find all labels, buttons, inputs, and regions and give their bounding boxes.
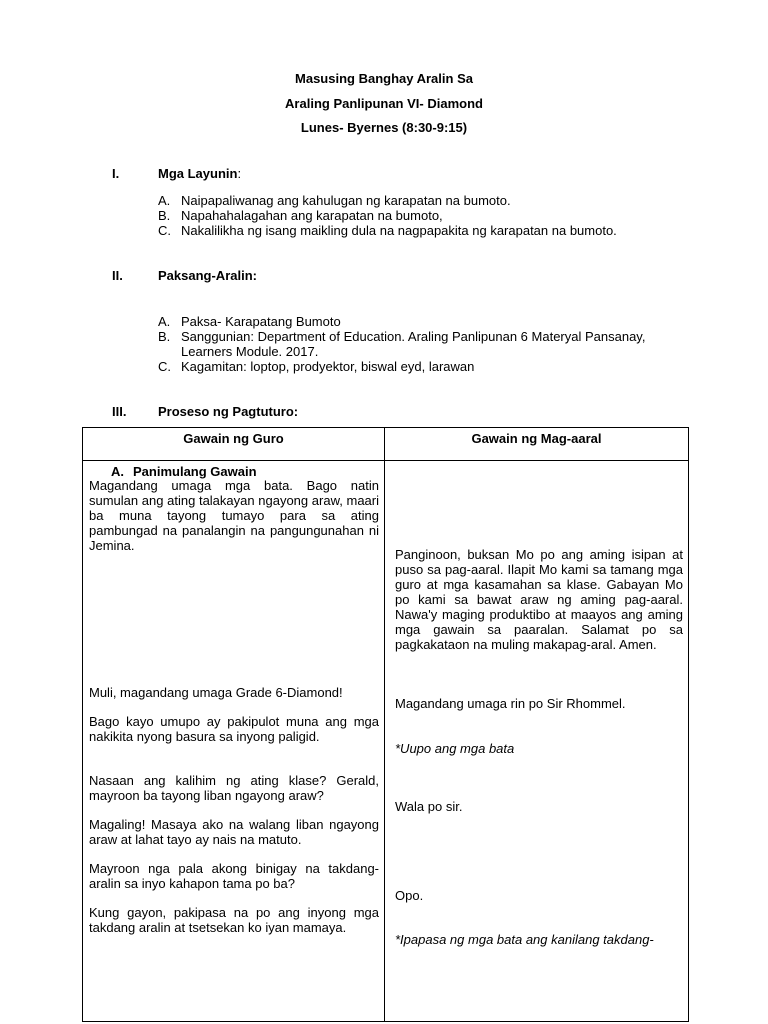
list-text: Napahahalagahan ang karapatan na bumoto, [181, 208, 443, 223]
list-item [158, 329, 698, 359]
guro-cell [83, 461, 385, 1022]
header-magaaral: Gawain ng Mag-aaral [385, 428, 689, 461]
section-label: Proseso ng Pagtuturo: [158, 404, 299, 419]
list-text: Paksa- Karapatang Bumoto [181, 314, 341, 329]
table-row [83, 461, 689, 1022]
list-letter: C. [158, 223, 171, 238]
magaaral-paragraph: *Ipapasa ng mga bata ang kanilang takdang- [395, 932, 654, 947]
magaaral-paragraph: *Uupo ang mga bata [395, 741, 515, 756]
lesson-table [82, 427, 689, 1022]
list-letter: A. [158, 314, 171, 329]
list-text: Nakalilikha ng isang maikling dula na nagpapakita ng karapatan na bumoto. [181, 223, 617, 238]
list-item [158, 314, 698, 329]
doc-schedule: Lunes- Byernes (8:30-9:15) [300, 120, 468, 135]
magaaral-paragraph: Magandang umaga rin po Sir Rhommel. [395, 696, 626, 711]
magaaral-paragraph: Opo. [395, 888, 424, 903]
subhead-text: Panimulang Gawain [133, 464, 257, 479]
guro-paragraph: Bago kayo umupo ay pakipulot muna ang mga nakikita nyong basura sa inyong paligid. [89, 714, 379, 744]
list-item [158, 208, 698, 223]
subhead-letter: A. [111, 464, 124, 479]
guro-paragraph: Nasaan ang kalihim ng ating klase? Gerald, mayroon ba tayong liban ngayong araw? [89, 773, 379, 803]
guro-paragraph: Magandang umaga mga bata. Bago natin sumulan ang ating talakayan ngayong araw, maari ba muna tayong tumayo para sa ating pambungad na panalangin na pangungunahan ni Jemina. [89, 478, 379, 553]
section-layunin-heading [112, 166, 241, 181]
panimulang-gawain-heading [89, 464, 401, 479]
doc-subject: Araling Panlipunan VI- Diamond [285, 96, 483, 111]
list-letter: C. [158, 359, 171, 374]
section-number: II. [112, 268, 123, 283]
guro-paragraph: Kung gayon, pakipasa na po ang inyong mga takdang aralin at tsetsekan ko iyan mamaya. [89, 905, 379, 935]
section-label: Paksang-Aralin: [158, 268, 257, 283]
doc-title: Masusing Banghay Aralin Sa [295, 71, 473, 86]
section-paksa-heading [112, 268, 257, 283]
header-guro: Gawain ng Guro [83, 428, 385, 461]
list-letter: A. [158, 193, 171, 208]
paksa-list [158, 314, 698, 374]
list-item [158, 359, 698, 374]
list-text: Naipapaliwanag ang kahulugan ng karapatan na bumoto. [181, 193, 511, 208]
layunin-list [158, 193, 698, 238]
section-number: I. [112, 166, 120, 181]
section-proseso-heading [112, 404, 298, 419]
guro-paragraph: Magaling! Masaya ako na walang liban ngayong araw at lahat tayo ay nais na matuto. [89, 817, 379, 847]
list-text: Sanggunian: Department of Education. Araling Panlipunan 6 Materyal Pansanay, Learners Module. 2017. [181, 329, 646, 359]
magaaral-paragraph: Panginoon, buksan Mo po ang aming isipan at puso sa pag-aaral. Ilapit Mo kami sa tamang mga guro at mga kasamahan sa klase. Gabayan Mo po kami sa bawat araw ng aming pag-aaral. Nawa'y maging produktibo at maayos ang aming mga gawain sa paaralan. Salamat po sa pagkakataon na muling makapag-aral. Amen. [395, 547, 683, 652]
guro-paragraph: Muli, magandang umaga Grade 6-Diamond! [89, 685, 343, 700]
list-letter: B. [158, 208, 171, 223]
section-label-colon: : [237, 166, 242, 181]
guro-paragraph: Mayroon nga pala akong binigay na takdang-aralin sa inyo kahapon tama po ba? [89, 861, 379, 891]
magaaral-cell [385, 461, 689, 1022]
list-text: Kagamitan: loptop, prodyektor, biswal eyd, larawan [181, 359, 475, 374]
list-item [158, 223, 698, 238]
list-item [158, 193, 698, 208]
list-letter: B. [158, 329, 171, 344]
table-header-row [83, 428, 689, 461]
section-number: III. [112, 404, 127, 419]
section-label: Mga Layunin [158, 166, 238, 181]
magaaral-paragraph: Wala po sir. [395, 799, 463, 814]
